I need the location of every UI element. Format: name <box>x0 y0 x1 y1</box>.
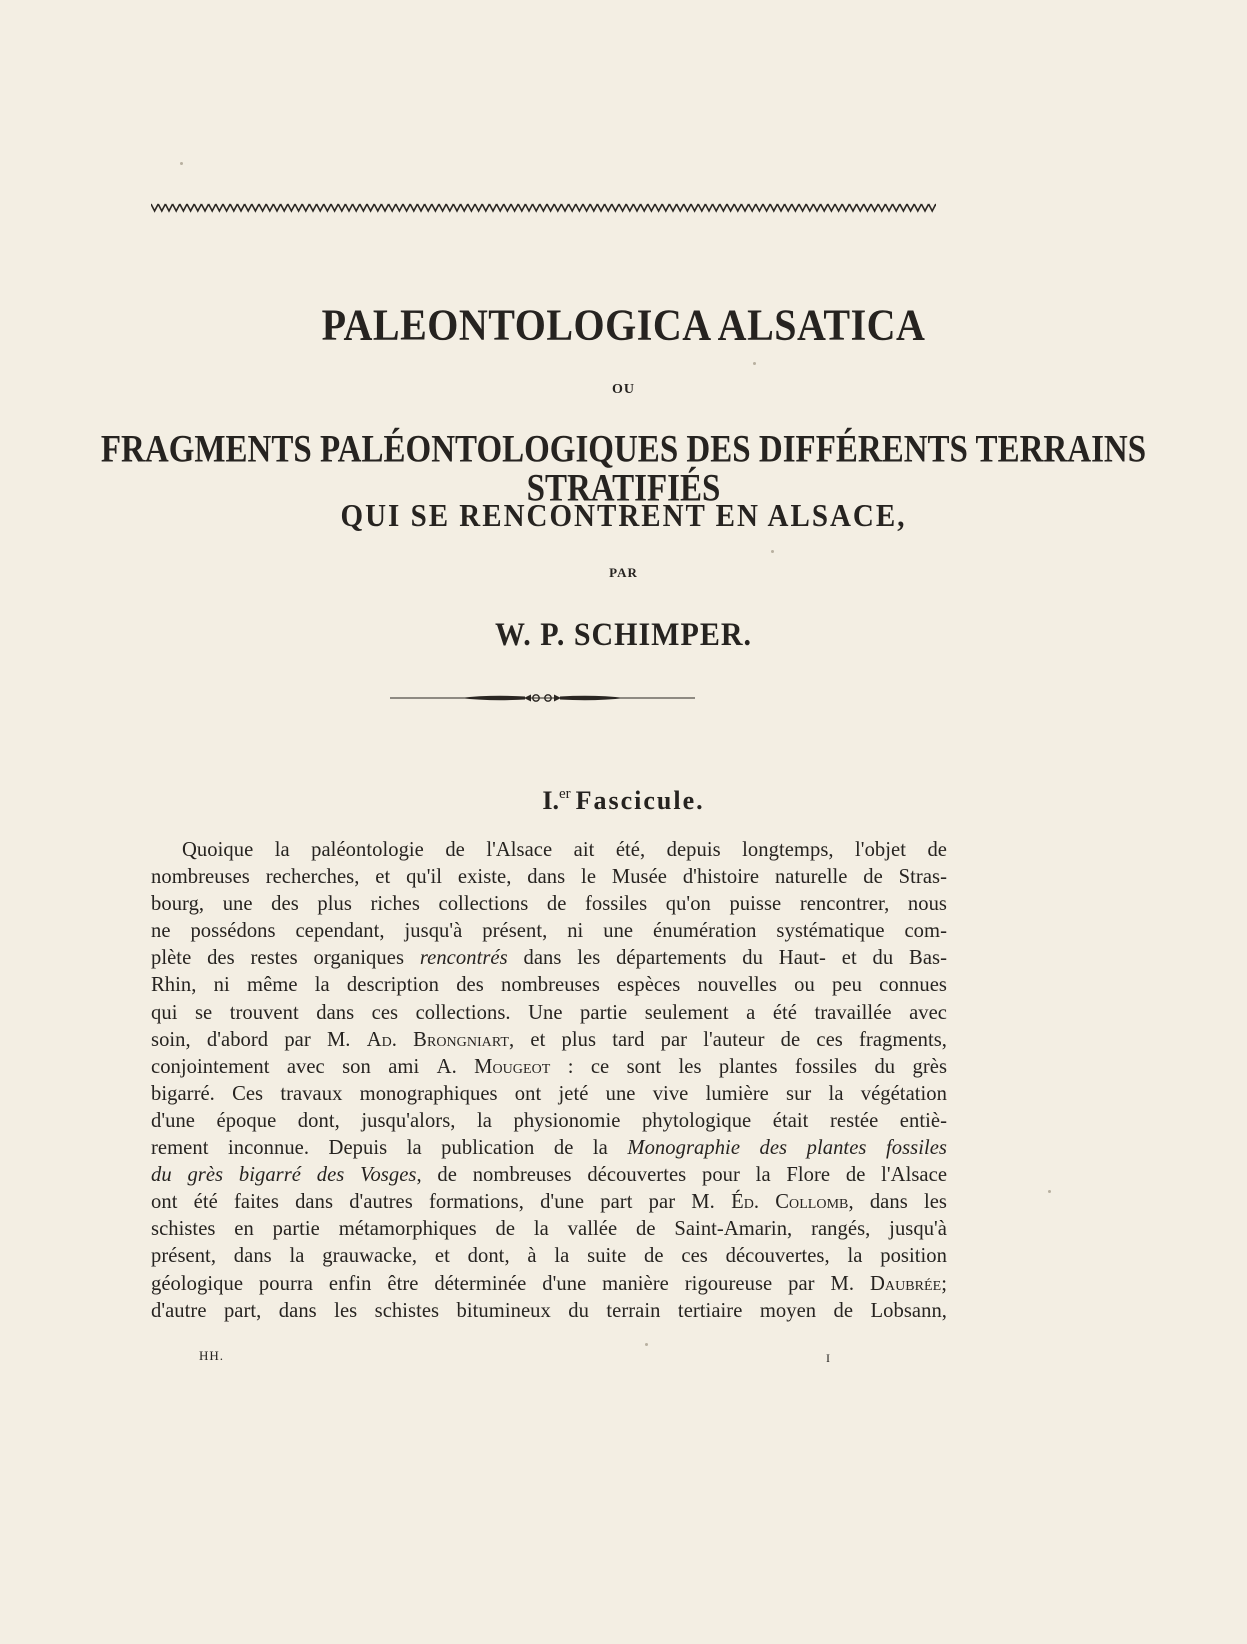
sheet-number: I <box>826 1351 830 1365</box>
title-conjunction: OU <box>612 382 635 397</box>
section-number-superscript: er <box>558 786 571 802</box>
text-segment: , de nombreuses découvertes pour la Flore de l'Alsace <box>416 1164 948 1187</box>
text-line <box>151 1054 947 1081</box>
book-title: PALEONTOLOGICA ALSATICA <box>321 299 926 350</box>
italic-title: du grès bigarré des Vosges <box>151 1164 417 1187</box>
paper-speck <box>180 162 183 165</box>
text-segment: ont été faites dans d'autres formations, d'une part par M. <box>151 1191 715 1214</box>
text-segment: ; <box>941 1272 947 1295</box>
text-segment: , et plus tard par l'auteur de ces fragments, <box>509 1028 948 1051</box>
subtitle-line-2: QUI SE RENCONTRENT EN ALSACE, <box>340 498 907 534</box>
paper-speck <box>645 1343 648 1346</box>
section-name: Fascicule. <box>575 786 705 815</box>
decorative-divider <box>390 691 695 705</box>
person-name: Daubrée <box>869 1272 942 1295</box>
paper-speck <box>1048 1190 1051 1193</box>
person-name: Ad. Brongniart <box>366 1028 509 1051</box>
text-line: présent, dans la grauwacke, et dont, à la suite de ces découvertes, la position <box>151 1245 947 1268</box>
ornamental-border <box>151 201 936 215</box>
text-line <box>151 1271 947 1298</box>
italic-title: Monographie des plantes fossiles <box>627 1137 947 1160</box>
text-line: d'une époque dont, jusqu'alors, la physionomie phytologique était restée entiè- <box>151 1109 947 1132</box>
paper-speck <box>753 362 756 365</box>
text-line: bourg, une des plus riches collections de fossiles qu'on puisse rencontrer, nous <box>151 893 947 916</box>
text-line <box>151 1189 947 1216</box>
text-segment: géologique pourra enfin être déterminée d'une manière rigoureuse par M. <box>151 1272 855 1295</box>
text-line <box>151 1135 947 1162</box>
text-segment: soin, d'abord par M. <box>151 1028 351 1051</box>
text-segment: , dans les <box>848 1191 948 1214</box>
text-line: schistes en partie métamorphiques de la vallée de Saint-Amarin, rangés, jusqu'à <box>151 1218 947 1241</box>
text-line <box>151 1162 947 1189</box>
text-segment: conjointement avec son ami <box>151 1055 420 1078</box>
text-segment: plète des restes organiques <box>151 947 405 970</box>
paper-speck <box>771 550 774 553</box>
section-number: I. <box>542 786 559 815</box>
author-name: W. P. SCHIMPER. <box>495 616 752 653</box>
printer-signature: HH. <box>199 1348 225 1363</box>
person-name: Éd. Collomb <box>731 1191 849 1214</box>
byline-par: PAR <box>609 565 638 580</box>
text-line <box>151 945 947 972</box>
body-paragraph <box>151 837 947 1325</box>
text-line <box>151 1027 947 1054</box>
section-heading <box>0 787 1247 814</box>
text-line: ne possédons cependant, jusqu'à présent, ni une énumération systématique com- <box>151 920 947 943</box>
text-line: Quoique la paléontologie de l'Alsace ait été, depuis longtemps, l'objet de <box>182 839 947 861</box>
text-line: bigarré. Ces travaux monographiques ont jeté une vive lumière sur la végétation <box>151 1082 947 1105</box>
text-line: nombreuses recherches, et qu'il existe, dans le Musée d'histoire naturelle de Stras- <box>151 866 947 889</box>
text-line: d'autre part, dans les schistes bitumineux du terrain tertiaire moyen de Lobsann, <box>151 1299 947 1322</box>
person-name: A. Mougeot <box>436 1055 551 1078</box>
zigzag-path <box>151 204 936 211</box>
text-segment: dans les départements du Haut- et du Bas- <box>523 947 948 970</box>
text-line: qui se trouvent dans ces collections. Une partie seulement a été travaillée avec <box>151 1001 947 1024</box>
text-line: Rhin, ni même la description des nombreuses espèces nouvelles ou peu connues <box>151 974 947 997</box>
italic-term: rencontrés <box>419 947 508 970</box>
subtitle-line-1: FRAGMENTS PALÉONTOLOGIQUES DES DIFFÉRENTS TERRAINS STRATIFIÉS <box>100 428 1147 511</box>
ornament-zigzag <box>151 201 936 215</box>
text-segment: : ce sont les plantes fossiles du grès <box>567 1055 948 1078</box>
text-segment: rement inconnue. Depuis la publication de la <box>151 1137 608 1160</box>
